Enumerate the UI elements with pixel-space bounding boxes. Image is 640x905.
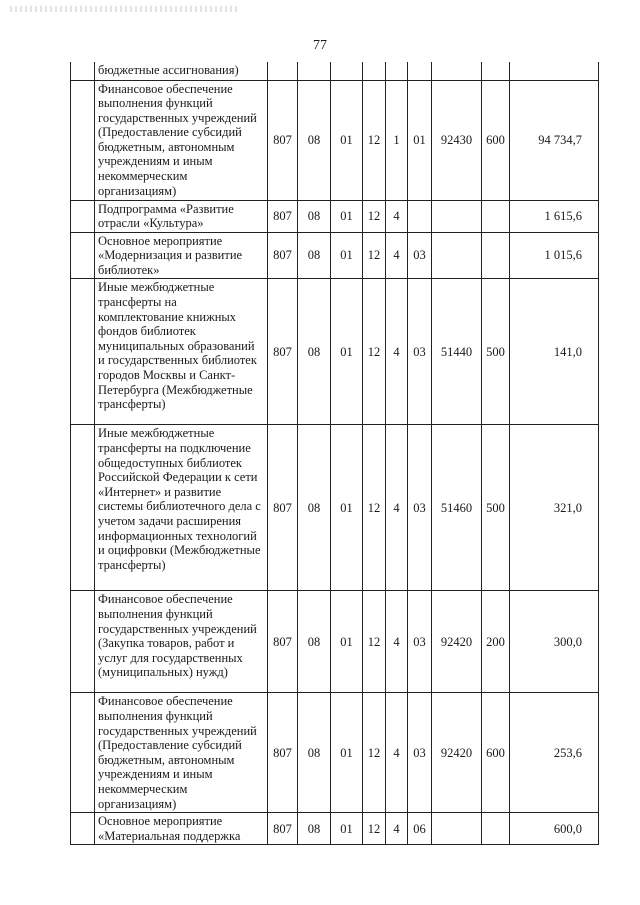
cell-name: Иные межбюджетные трансферты на подключение общедоступных библиотек Российской Федерации к сети «Интернет» и развитие системы библиотечного дела с учетом задачи расширения информационных технологий и оцифровки (Межбюджетные трансферты) xyxy=(95,425,268,591)
cell-number xyxy=(71,813,95,845)
cell-amount: 253,6 xyxy=(510,693,599,813)
cell-direction xyxy=(432,200,482,232)
cell-program: 12 xyxy=(363,200,386,232)
cell-ministry: 807 xyxy=(268,591,298,693)
cell-program xyxy=(363,62,386,80)
cell-number xyxy=(71,693,95,813)
cell-subprogram xyxy=(386,62,408,80)
cell-expense-type: 200 xyxy=(482,591,510,693)
cell-activity: 06 xyxy=(408,813,432,845)
cell-subsection: 01 xyxy=(331,425,363,591)
cell-name: Финансовое обеспечение выполнения функций государственных учреждений (Предоставление субсидий бюджетным, автономным учреждениям и иным некоммерческим организациям) xyxy=(95,693,268,813)
table-row xyxy=(71,425,599,591)
cell-subsection: 01 xyxy=(331,813,363,845)
cell-name: Финансовое обеспечение выполнения функций государственных учреждений (Закупка товаров, работ и услуг для государственных (муниципальных) нужд) xyxy=(95,591,268,693)
cell-expense-type: 500 xyxy=(482,279,510,425)
cell-subprogram: 4 xyxy=(386,591,408,693)
cell-expense-type: 600 xyxy=(482,80,510,200)
table-row xyxy=(71,279,599,425)
cell-section: 08 xyxy=(298,591,331,693)
cell-program: 12 xyxy=(363,80,386,200)
cell-ministry xyxy=(268,62,298,80)
cell-direction xyxy=(432,813,482,845)
cell-number xyxy=(71,80,95,200)
scan-artifact xyxy=(10,6,240,12)
cell-section: 08 xyxy=(298,232,331,279)
cell-section xyxy=(298,62,331,80)
cell-activity: 01 xyxy=(408,80,432,200)
cell-direction xyxy=(432,232,482,279)
cell-subprogram: 4 xyxy=(386,425,408,591)
page-number: 77 xyxy=(313,38,327,53)
cell-ministry: 807 xyxy=(268,80,298,200)
table-row xyxy=(71,62,599,80)
cell-ministry: 807 xyxy=(268,279,298,425)
cell-activity: 03 xyxy=(408,279,432,425)
cell-direction: 92420 xyxy=(432,693,482,813)
cell-activity xyxy=(408,62,432,80)
cell-subprogram: 4 xyxy=(386,693,408,813)
cell-activity: 03 xyxy=(408,425,432,591)
cell-subprogram: 4 xyxy=(386,279,408,425)
cell-amount: 1 615,6 xyxy=(510,200,599,232)
table-row xyxy=(71,200,599,232)
cell-subsection xyxy=(331,62,363,80)
cell-program: 12 xyxy=(363,693,386,813)
cell-program: 12 xyxy=(363,813,386,845)
cell-section: 08 xyxy=(298,200,331,232)
cell-activity: 03 xyxy=(408,693,432,813)
cell-program: 12 xyxy=(363,279,386,425)
cell-name: Иные межбюджетные трансферты на комплектование книжных фондов библиотек муниципальных образований и государственных библиотек городов Москвы и Санкт-Петербурга (Межбюджетные трансферты) xyxy=(95,279,268,425)
cell-subprogram: 4 xyxy=(386,200,408,232)
cell-amount: 300,0 xyxy=(510,591,599,693)
cell-direction: 51460 xyxy=(432,425,482,591)
cell-section: 08 xyxy=(298,813,331,845)
cell-expense-type: 600 xyxy=(482,693,510,813)
cell-subsection: 01 xyxy=(331,200,363,232)
cell-section: 08 xyxy=(298,425,331,591)
cell-activity xyxy=(408,200,432,232)
cell-amount: 94 734,7 xyxy=(510,80,599,200)
cell-subprogram: 4 xyxy=(386,813,408,845)
cell-ministry: 807 xyxy=(268,200,298,232)
cell-amount: 141,0 xyxy=(510,279,599,425)
cell-subsection: 01 xyxy=(331,279,363,425)
cell-name: Финансовое обеспечение выполнения функций государственных учреждений (Предоставление субсидий бюджетным, автономным учреждениям и иным некоммерческим организациям) xyxy=(95,80,268,200)
cell-direction: 92430 xyxy=(432,80,482,200)
cell-name: бюджетные ассигнования) xyxy=(95,62,268,80)
cell-number xyxy=(71,232,95,279)
cell-number xyxy=(71,62,95,80)
cell-expense-type xyxy=(482,200,510,232)
cell-amount: 321,0 xyxy=(510,425,599,591)
cell-activity: 03 xyxy=(408,591,432,693)
cell-amount: 600,0 xyxy=(510,813,599,845)
table-row xyxy=(71,232,599,279)
cell-subsection: 01 xyxy=(331,232,363,279)
cell-subprogram: 1 xyxy=(386,80,408,200)
cell-ministry: 807 xyxy=(268,232,298,279)
cell-amount: 1 015,6 xyxy=(510,232,599,279)
cell-direction: 51440 xyxy=(432,279,482,425)
cell-number xyxy=(71,279,95,425)
cell-number xyxy=(71,591,95,693)
table-row xyxy=(71,591,599,693)
cell-name: Подпрограмма «Развитие отрасли «Культура» xyxy=(95,200,268,232)
cell-subsection: 01 xyxy=(331,693,363,813)
cell-ministry: 807 xyxy=(268,813,298,845)
cell-section: 08 xyxy=(298,279,331,425)
table-row xyxy=(71,813,599,845)
table-row xyxy=(71,693,599,813)
cell-expense-type xyxy=(482,62,510,80)
cell-amount xyxy=(510,62,599,80)
cell-name: Основное мероприятие «Материальная поддержка xyxy=(95,813,268,845)
cell-direction xyxy=(432,62,482,80)
cell-activity: 03 xyxy=(408,232,432,279)
cell-subsection: 01 xyxy=(331,80,363,200)
cell-ministry: 807 xyxy=(268,425,298,591)
cell-ministry: 807 xyxy=(268,693,298,813)
cell-number xyxy=(71,425,95,591)
cell-number xyxy=(71,200,95,232)
table-row xyxy=(71,80,599,200)
cell-expense-type xyxy=(482,232,510,279)
cell-section: 08 xyxy=(298,693,331,813)
cell-program: 12 xyxy=(363,425,386,591)
cell-expense-type: 500 xyxy=(482,425,510,591)
cell-subsection: 01 xyxy=(331,591,363,693)
budget-table xyxy=(70,62,599,845)
cell-program: 12 xyxy=(363,591,386,693)
cell-subprogram: 4 xyxy=(386,232,408,279)
cell-name: Основное мероприятие «Модернизация и развитие библиотек» xyxy=(95,232,268,279)
cell-direction: 92420 xyxy=(432,591,482,693)
cell-section: 08 xyxy=(298,80,331,200)
cell-expense-type xyxy=(482,813,510,845)
cell-program: 12 xyxy=(363,232,386,279)
